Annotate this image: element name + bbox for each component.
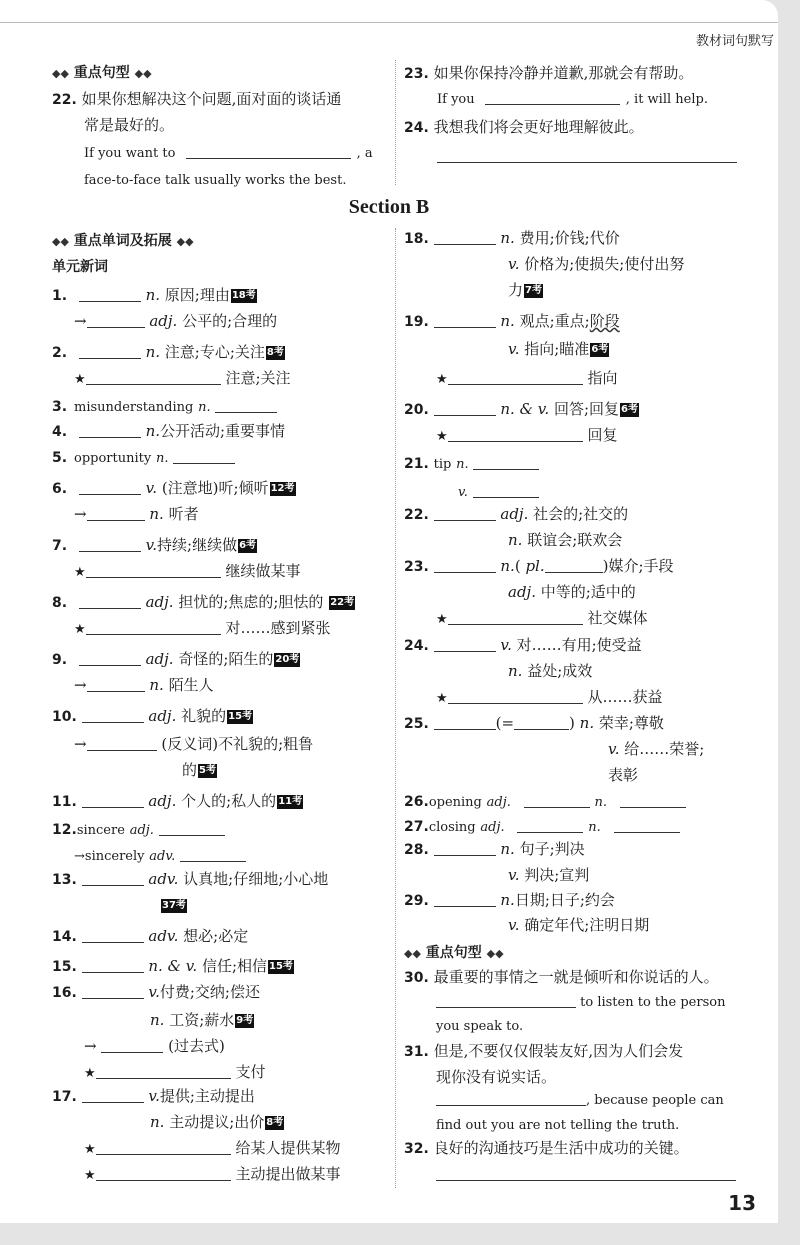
answer-blank[interactable] bbox=[159, 820, 225, 836]
answer-blank[interactable] bbox=[87, 312, 145, 328]
answer-blank[interactable] bbox=[82, 792, 144, 808]
answer-blank[interactable] bbox=[82, 1087, 144, 1103]
word-item-18c: 力 7考 bbox=[508, 281, 542, 299]
answer-blank[interactable] bbox=[87, 676, 145, 692]
sentence-22-en-cont: face-to-face talk usually works the best. bbox=[84, 173, 347, 188]
answer-blank[interactable] bbox=[473, 454, 539, 470]
answer-blank[interactable] bbox=[186, 143, 351, 159]
word-item-8: 8. adj. 担忧的;焦虑的;胆怯的 22考 bbox=[52, 593, 355, 611]
answer-blank[interactable] bbox=[434, 312, 496, 328]
word-item-2: 2. n. 注意;专心;关注 8考 bbox=[52, 343, 284, 361]
answer-blank[interactable] bbox=[436, 992, 576, 1008]
word-item-25: 25. (= ) n. 荣幸;尊敬 bbox=[404, 714, 664, 732]
word-item-13-badge: 37考 bbox=[162, 900, 186, 911]
answer-blank[interactable] bbox=[448, 369, 583, 385]
word-item-17c: ★ 给某人提供某物 bbox=[84, 1139, 341, 1157]
word-item-10b: → (反义词)不礼貌的;粗鲁 bbox=[74, 735, 314, 753]
word-item-23: 23. n.( pl. )媒介;手段 bbox=[404, 557, 674, 575]
answer-blank[interactable] bbox=[96, 1063, 231, 1079]
word-item-22: 22. adj. 社会的;社交的 bbox=[404, 505, 629, 523]
answer-blank[interactable] bbox=[86, 369, 221, 385]
word-item-13: 13. adv. 认真地;仔细地;小心地 bbox=[52, 870, 329, 888]
word-item-3: 3. misunderstanding n. bbox=[52, 395, 277, 419]
word-item-28b: v. 判决;宣判 bbox=[508, 866, 590, 884]
word-item-15: 15. n. & v. 信任;相信 15考 bbox=[52, 957, 293, 975]
word-item-11: 11. adj. 个人的;私人的 11考 bbox=[52, 792, 303, 810]
word-item-2b: ★ 注意;关注 bbox=[74, 369, 291, 387]
answer-blank[interactable] bbox=[448, 426, 583, 442]
sentence-31-cn: 31. 但是,不要仅仅假装友好,因为人们会发 bbox=[404, 1042, 684, 1060]
sentence-22-cn-cont: 常是最好的。 bbox=[84, 116, 175, 134]
column-divider bbox=[395, 228, 396, 1188]
answer-blank[interactable] bbox=[79, 536, 141, 552]
answer-blank[interactable] bbox=[473, 482, 539, 498]
header-bar bbox=[0, 22, 778, 52]
sentence-24-line bbox=[437, 145, 737, 167]
word-item-18b: v. 价格为;使损失;使付出努 bbox=[508, 255, 685, 273]
answer-blank[interactable] bbox=[101, 1037, 163, 1053]
answer-blank[interactable] bbox=[434, 229, 496, 245]
sentence-30-en: to listen to the person bbox=[436, 992, 725, 1014]
page-number: 13 bbox=[728, 1191, 756, 1215]
word-item-10c: 的 5考 bbox=[182, 761, 216, 779]
word-item-17b: n. 主动提议;出价 8考 bbox=[150, 1113, 284, 1131]
word-item-6b: → n. 听者 bbox=[74, 505, 199, 523]
word-item-9b: → n. 陌生人 bbox=[74, 676, 214, 694]
sentence-31-en: , because people can bbox=[436, 1090, 724, 1112]
answer-blank[interactable] bbox=[448, 688, 583, 704]
word-item-17: 17. v.提供;主动提出 bbox=[52, 1087, 255, 1105]
word-item-5: 5. opportunity n. bbox=[52, 446, 235, 470]
answer-blank[interactable] bbox=[79, 422, 141, 438]
answer-blank[interactable] bbox=[82, 957, 144, 973]
answer-blank[interactable] bbox=[434, 557, 496, 573]
answer-blank[interactable] bbox=[215, 397, 277, 413]
answer-blank[interactable] bbox=[96, 1139, 231, 1155]
word-item-26: 26.opening adj. n. bbox=[404, 790, 686, 814]
answer-blank[interactable] bbox=[82, 983, 144, 999]
word-item-24: 24. v. 对……有用;使受益 bbox=[404, 636, 642, 654]
column-divider-top bbox=[395, 60, 396, 185]
answer-blank[interactable] bbox=[79, 593, 141, 609]
answer-blank[interactable] bbox=[436, 1090, 586, 1106]
answer-blank[interactable] bbox=[485, 89, 620, 105]
word-item-24b: n. 益处;成效 bbox=[508, 662, 593, 680]
word-item-19c: ★ 指向 bbox=[436, 369, 618, 387]
word-item-17d: ★ 主动提出做某事 bbox=[84, 1165, 341, 1183]
word-item-4: 4. n.公开活动;重要事情 bbox=[52, 422, 286, 440]
sentence-22-en: If you want to , a bbox=[84, 143, 373, 165]
answer-blank[interactable] bbox=[434, 891, 496, 907]
answer-blank[interactable] bbox=[82, 927, 144, 943]
answer-blank[interactable] bbox=[434, 840, 496, 856]
answer-blank[interactable] bbox=[173, 448, 235, 464]
word-item-12b: →sincerely adv. bbox=[74, 844, 246, 868]
answer-blank[interactable] bbox=[79, 286, 141, 302]
answer-blank[interactable] bbox=[79, 343, 141, 359]
word-item-19: 19. n. 观点;重点;阶段 bbox=[404, 312, 620, 330]
sentence-22-cn: 22. 如果你想解决这个问题,面对面的谈话通 bbox=[52, 90, 342, 108]
answer-blank[interactable] bbox=[436, 1165, 736, 1181]
word-item-16c: → (过去式) bbox=[84, 1037, 225, 1055]
sentence-32-cn: 32. 良好的沟通技巧是生活中成功的关键。 bbox=[404, 1139, 689, 1157]
word-item-21: 21. tip n. bbox=[404, 452, 539, 476]
answer-blank[interactable] bbox=[434, 636, 496, 652]
answer-blank[interactable] bbox=[87, 505, 145, 521]
word-item-18: 18. n. 费用;价钱;代价 bbox=[404, 229, 620, 247]
word-item-23c: ★ 社交媒体 bbox=[436, 609, 648, 627]
sentence-23-en: If you , it will help. bbox=[437, 89, 708, 111]
word-item-29b: v. 确定年代;注明日期 bbox=[508, 916, 650, 934]
answer-blank[interactable] bbox=[86, 619, 221, 635]
answer-blank[interactable] bbox=[514, 714, 569, 730]
word-item-16: 16. v.付费;交纳;偿还 bbox=[52, 983, 260, 1001]
word-item-20b: ★ 回复 bbox=[436, 426, 618, 444]
word-item-10: 10. adj. 礼貌的 15考 bbox=[52, 707, 253, 725]
answer-blank[interactable] bbox=[517, 817, 583, 833]
heading-key-words: ◆◆ 重点单词及拓展 ◆◆ bbox=[52, 233, 194, 249]
answer-blank[interactable] bbox=[434, 714, 496, 730]
word-item-29: 29. n.日期;日子;约会 bbox=[404, 891, 615, 909]
sentence-32-line bbox=[436, 1163, 736, 1185]
word-item-16b: n. 工资;薪水 9考 bbox=[150, 1011, 254, 1029]
answer-blank[interactable] bbox=[180, 846, 246, 862]
header-title: 教材词句默写 bbox=[695, 34, 774, 49]
word-item-23b: adj. 中等的;适中的 bbox=[508, 583, 636, 601]
word-item-7: 7. v.持续;继续做 6考 bbox=[52, 536, 257, 554]
word-item-7b: ★ 继续做某事 bbox=[74, 562, 301, 580]
word-item-22b: n. 联谊会;联欢会 bbox=[508, 531, 623, 549]
word-item-20: 20. n. & v. 回答;回复 6考 bbox=[404, 400, 638, 418]
heading-key-sentences-top: ◆◆ 重点句型 ◆◆ bbox=[52, 65, 152, 81]
word-item-1b: → adj. 公平的;合理的 bbox=[74, 312, 278, 330]
answer-blank[interactable] bbox=[79, 479, 141, 495]
answer-blank[interactable] bbox=[614, 817, 680, 833]
answer-blank[interactable] bbox=[79, 650, 141, 666]
answer-blank[interactable] bbox=[96, 1165, 231, 1181]
word-item-25c: 表彰 bbox=[608, 766, 639, 784]
answer-blank[interactable] bbox=[620, 792, 686, 808]
word-item-28: 28. n. 句子;判决 bbox=[404, 840, 585, 858]
subheading-unit-words: 单元新词 bbox=[52, 259, 108, 275]
answer-blank[interactable] bbox=[82, 707, 144, 723]
word-item-9: 9. adj. 奇怪的;陌生的 20考 bbox=[52, 650, 300, 668]
answer-blank[interactable] bbox=[434, 505, 496, 521]
section-title: Section B bbox=[348, 196, 430, 218]
sentence-30-en-cont: you speak to. bbox=[436, 1019, 524, 1034]
word-item-12: 12.sincere adj. bbox=[52, 818, 225, 842]
answer-blank[interactable] bbox=[87, 735, 157, 751]
heading-key-sentences: ◆◆ 重点句型 ◆◆ bbox=[404, 945, 504, 961]
word-item-6: 6. v. (注意地)听;倾听 12考 bbox=[52, 479, 295, 497]
answer-blank[interactable] bbox=[86, 562, 221, 578]
word-item-1: 1. n. 原因;理由 18考 bbox=[52, 286, 256, 304]
sentence-31-cn-cont: 现你没有说实话。 bbox=[436, 1068, 557, 1086]
word-item-16d: ★ 支付 bbox=[84, 1063, 266, 1081]
word-item-14: 14. adv. 想必;必定 bbox=[52, 927, 249, 945]
answer-blank[interactable] bbox=[434, 400, 496, 416]
word-item-27: 27.closing adj. n. bbox=[404, 815, 680, 839]
sentence-23-cn: 23. 如果你保持冷静并道歉,那就会有帮助。 bbox=[404, 64, 694, 82]
answer-blank[interactable] bbox=[448, 609, 583, 625]
word-item-21b: v. bbox=[458, 480, 539, 504]
sentence-31-en-cont: find out you are not telling the truth. bbox=[436, 1118, 680, 1133]
sentence-30-cn: 30. 最重要的事情之一就是倾听和你说话的人。 bbox=[404, 968, 719, 986]
answer-blank[interactable] bbox=[437, 147, 737, 163]
word-item-25b: v. 给……荣誉; bbox=[608, 740, 705, 758]
word-item-19b: v. 指向;瞄准 6考 bbox=[508, 340, 609, 358]
answer-blank[interactable] bbox=[82, 870, 144, 886]
word-item-8b: ★ 对……感到紧张 bbox=[74, 619, 331, 637]
answer-blank[interactable] bbox=[545, 557, 603, 573]
word-item-24c: ★ 从……获益 bbox=[436, 688, 663, 706]
answer-blank[interactable] bbox=[524, 792, 590, 808]
sentence-24-cn: 24. 我想我们将会更好地理解彼此。 bbox=[404, 118, 644, 136]
